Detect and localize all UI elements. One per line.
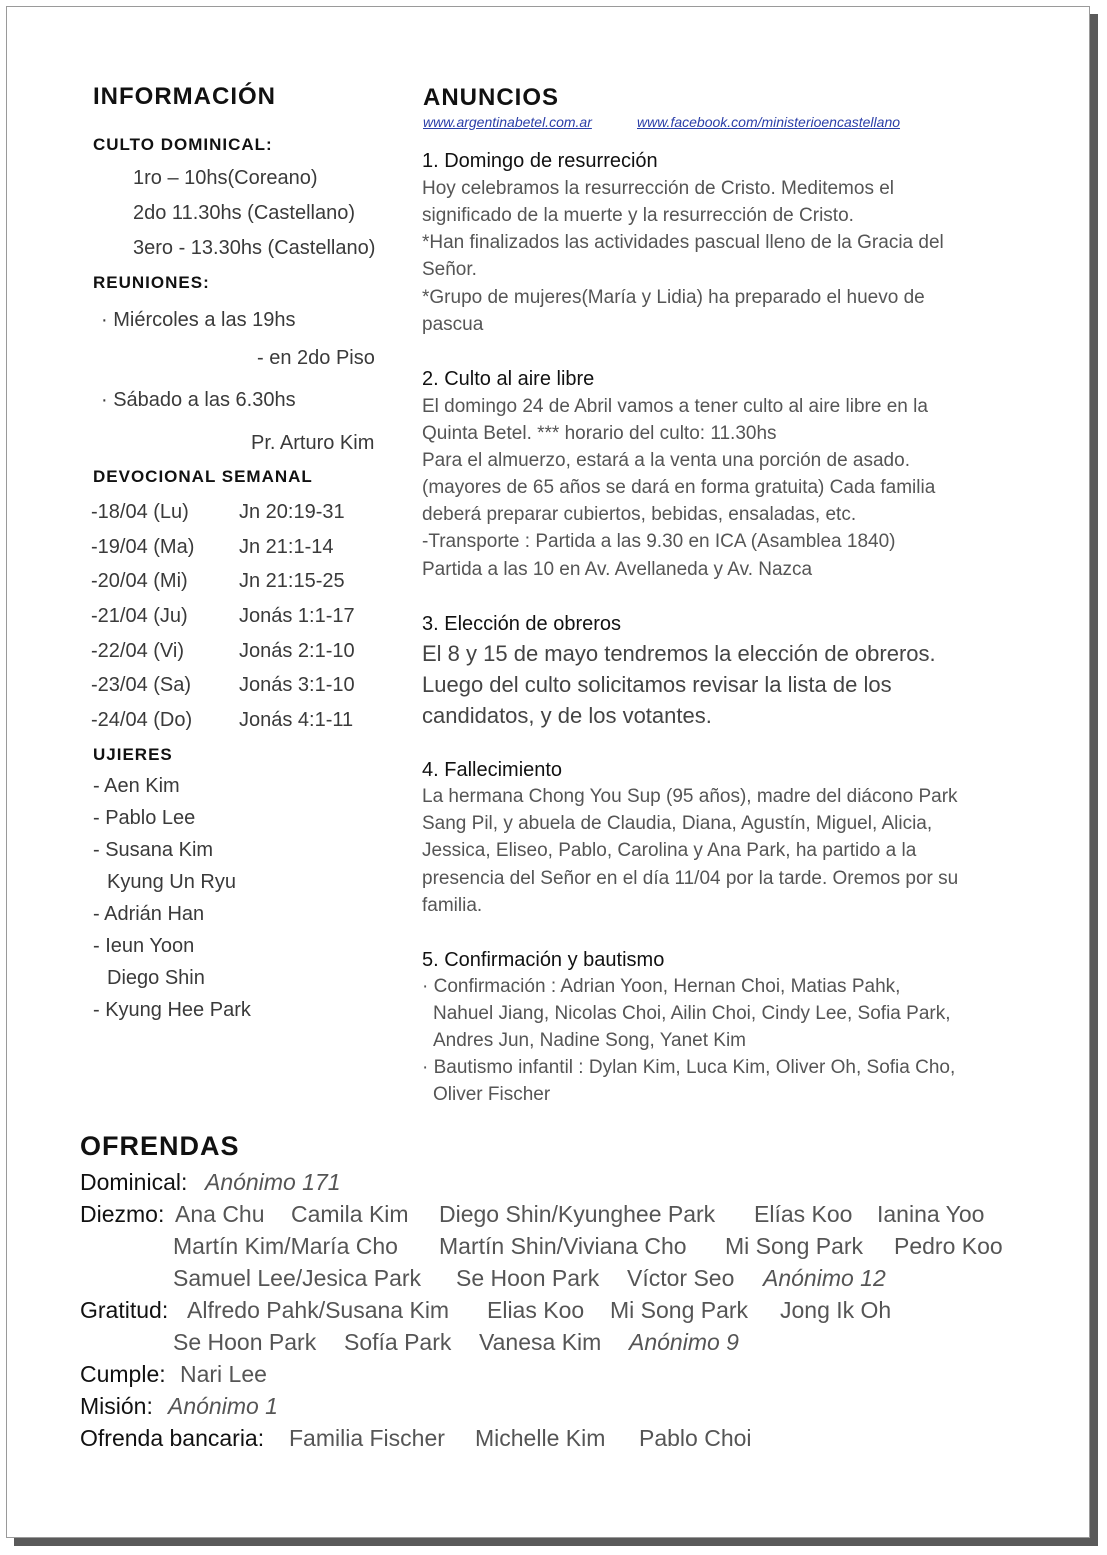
anuncios-title: ANUNCIOS [423, 84, 560, 111]
ofrenda-label: Diezmo: [80, 1201, 165, 1227]
devocional-date: -20/04 (Mi) [91, 570, 188, 592]
ofrenda-anon: Anónimo 171 [205, 1169, 341, 1195]
devocional-ref: Jn 20:19-31 [239, 501, 345, 523]
announcement-line: · Bautismo infantil : Dylan Kim, Luca Kim, Oliver Oh, Sofia Cho, [422, 1057, 956, 1078]
ofrenda-name: Mi Song Park [610, 1297, 749, 1323]
bulletin-page [6, 6, 1090, 1538]
ofrenda-name: Jong Ik Oh [780, 1297, 892, 1323]
announcement-line: familia. [422, 895, 483, 916]
announcement-line: presencia del Señor en el día 11/04 por la tarde. Oremos por su [422, 868, 959, 889]
announcement-line: Partida a las 10 en Av. Avellaneda y Av. Nazca [422, 559, 813, 580]
culto-line: 2do 11.30hs (Castellano) [133, 202, 355, 224]
ofrenda-name: Elías Koo [754, 1201, 853, 1227]
announcement-line: · Confirmación : Adrian Yoon, Hernan Choi, Matias Pahk, [422, 976, 901, 997]
ofrenda-name: Familia Fischer [289, 1425, 445, 1451]
ujier-name: - Aen Kim [93, 775, 180, 797]
ofrenda-label: Misión: [80, 1393, 153, 1419]
ofrenda-label: Gratitud: [80, 1297, 169, 1323]
culto-line: 1ro – 10hs(Coreano) [133, 167, 318, 189]
announcement-title: 3. Elección de obreros [422, 613, 622, 635]
ofrenda-name: Pablo Choi [639, 1425, 752, 1451]
devocional-ref: Jonás 1:1-17 [239, 605, 355, 627]
ofrendas-title: OFRENDAS [80, 1131, 240, 1161]
ofrenda-name: Nari Lee [180, 1361, 267, 1387]
ofrenda-name: Pedro Koo [894, 1233, 1003, 1259]
informacion-title: INFORMACIÓN [93, 83, 276, 110]
devocional-date: -21/04 (Ju) [91, 605, 188, 627]
announcement-line: (mayores de 65 años se dará en forma gratuita) Cada familia [422, 477, 936, 498]
ofrenda-name: Se Hoon Park [173, 1329, 317, 1355]
devocional-ref: Jonás 2:1-10 [239, 640, 355, 662]
announcement-line: La hermana Chong You Sup (95 años), madre del diácono Park [422, 786, 958, 807]
reunion-item: · Miércoles a las 19hs [101, 309, 296, 331]
announcement-line: Jessica, Eliseo, Pablo, Carolina y Ana Park, ha partido a la [422, 840, 917, 861]
announcement-line: Señor. [422, 259, 477, 280]
ofrenda-name: Elias Koo [487, 1297, 585, 1323]
announcement-line: candidatos, y de los votantes. [422, 703, 712, 728]
ofrenda-name: Samuel Lee/Jesica Park [173, 1265, 422, 1291]
announcement-title: 4. Fallecimiento [422, 759, 563, 781]
ofrenda-label: Dominical: [80, 1169, 188, 1195]
ofrenda-label: Cumple: [80, 1361, 166, 1387]
culto-line: 3ero - 13.30hs (Castellano) [133, 237, 376, 259]
devocional-ref: Jn 21:15-25 [239, 570, 345, 592]
ofrenda-name: Sofía Park [344, 1329, 452, 1355]
devocional-date: -19/04 (Ma) [91, 536, 195, 558]
announcement-line: Sang Pil, y abuela de Claudia, Diana, Agustín, Miguel, Alicia, [422, 813, 933, 834]
announcement-line: significado de la muerte y la resurrección de Cristo. [422, 205, 854, 226]
ofrenda-name: Diego Shin/Kyunghee Park [439, 1201, 716, 1227]
announcement-title: 5. Confirmación y bautismo [422, 949, 665, 971]
reunion-item: · Sábado a las 6.30hs [101, 389, 296, 411]
announcement-line: deberá preparar cubiertos, bebidas, ensaladas, etc. [422, 504, 857, 525]
ofrenda-name: Vanesa Kim [479, 1329, 602, 1355]
announcement-line: Nahuel Jiang, Nicolas Choi, Ailin Choi, Cindy Lee, Sofia Park, [433, 1003, 951, 1024]
ofrenda-name: Se Hoon Park [456, 1265, 600, 1291]
ofrenda-anon: Anónimo 9 [629, 1329, 739, 1355]
announcement-line: Luego del culto solicitamos revisar la lista de los [422, 672, 892, 697]
ofrenda-name: Martín Shin/Viviana Cho [439, 1233, 687, 1259]
announcement-line: El 8 y 15 de mayo tendremos la elección de obreros. [422, 641, 936, 666]
ofrenda-name: Ianina Yoo [877, 1201, 985, 1227]
announcement-line: Andres Jun, Nadine Song, Yanet Kim [433, 1030, 746, 1051]
ofrenda-name: Víctor Seo [627, 1265, 735, 1291]
ofrenda-name: Michelle Kim [475, 1425, 606, 1451]
announcement-line: pascua [422, 314, 484, 335]
reunion-pastor: Pr. Arturo Kim [251, 432, 375, 454]
announcement-line: Oliver Fischer [433, 1084, 551, 1105]
ofrenda-name: Camila Kim [291, 1201, 409, 1227]
announcement-line: El domingo 24 de Abril vamos a tener culto al aire libre en la [422, 396, 928, 417]
devocional-date: -23/04 (Sa) [91, 674, 192, 696]
ujier-name: - Kyung Hee Park [93, 999, 251, 1021]
announcement-line: *Grupo de mujeres(María y Lidia) ha preparado el huevo de [422, 287, 925, 308]
ujieres-title: UJIERES [93, 745, 173, 764]
announcement-line: Quinta Betel. *** horario del culto: 11.30hs [422, 423, 777, 444]
ujier-name: Kyung Un Ryu [107, 871, 236, 893]
ofrenda-name: Alfredo Pahk/Susana Kim [187, 1297, 450, 1323]
reunion-place: - en 2do Piso [257, 347, 375, 369]
ujier-name: - Ieun Yoon [93, 935, 195, 957]
ofrenda-anon: Anónimo 12 [763, 1265, 886, 1291]
announcement-title: 2. Culto al aire libre [422, 368, 595, 390]
ujier-name: - Pablo Lee [93, 807, 196, 829]
facebook-link[interactable]: www.facebook.com/ministerioencastellano [637, 114, 901, 130]
ofrenda-label: Ofrenda bancaria: [80, 1425, 265, 1451]
culto-title: CULTO DOMINICAL: [93, 135, 273, 154]
announcement-title: 1. Domingo de resurreción [422, 150, 658, 172]
ofrenda-name: Mi Song Park [725, 1233, 864, 1259]
announcement-line: Hoy celebramos la resurrección de Cristo. Meditemos el [422, 178, 895, 199]
devocional-title: DEVOCIONAL SEMANAL [93, 467, 313, 486]
devocional-date: -22/04 (Vi) [91, 640, 185, 662]
devocional-ref: Jonás 3:1-10 [239, 674, 355, 696]
ujier-name: Diego Shin [107, 967, 205, 989]
reuniones-title: REUNIONES: [93, 273, 210, 292]
devocional-ref: Jn 21:1-14 [239, 536, 334, 558]
website-link[interactable]: www.argentinabetel.com.ar [423, 114, 592, 130]
devocional-date: -18/04 (Lu) [91, 501, 189, 523]
devocional-ref: Jonás 4:1-11 [239, 709, 354, 731]
ofrenda-anon: Anónimo 1 [168, 1393, 278, 1419]
ujier-name: - Adrián Han [93, 903, 205, 925]
announcement-line: Para el almuerzo, estará a la venta una porción de asado. [422, 450, 910, 471]
devocional-date: -24/04 (Do) [91, 709, 193, 731]
ofrenda-name: Ana Chu [175, 1201, 265, 1227]
announcement-line: -Transporte : Partida a las 9.30 en ICA (Asamblea 1840) [422, 531, 896, 552]
ofrenda-name: Martín Kim/María Cho [173, 1233, 398, 1259]
announcement-line: *Han finalizados las actividades pascual lleno de la Gracia del [422, 232, 944, 253]
ujier-name: - Susana Kim [93, 839, 214, 861]
